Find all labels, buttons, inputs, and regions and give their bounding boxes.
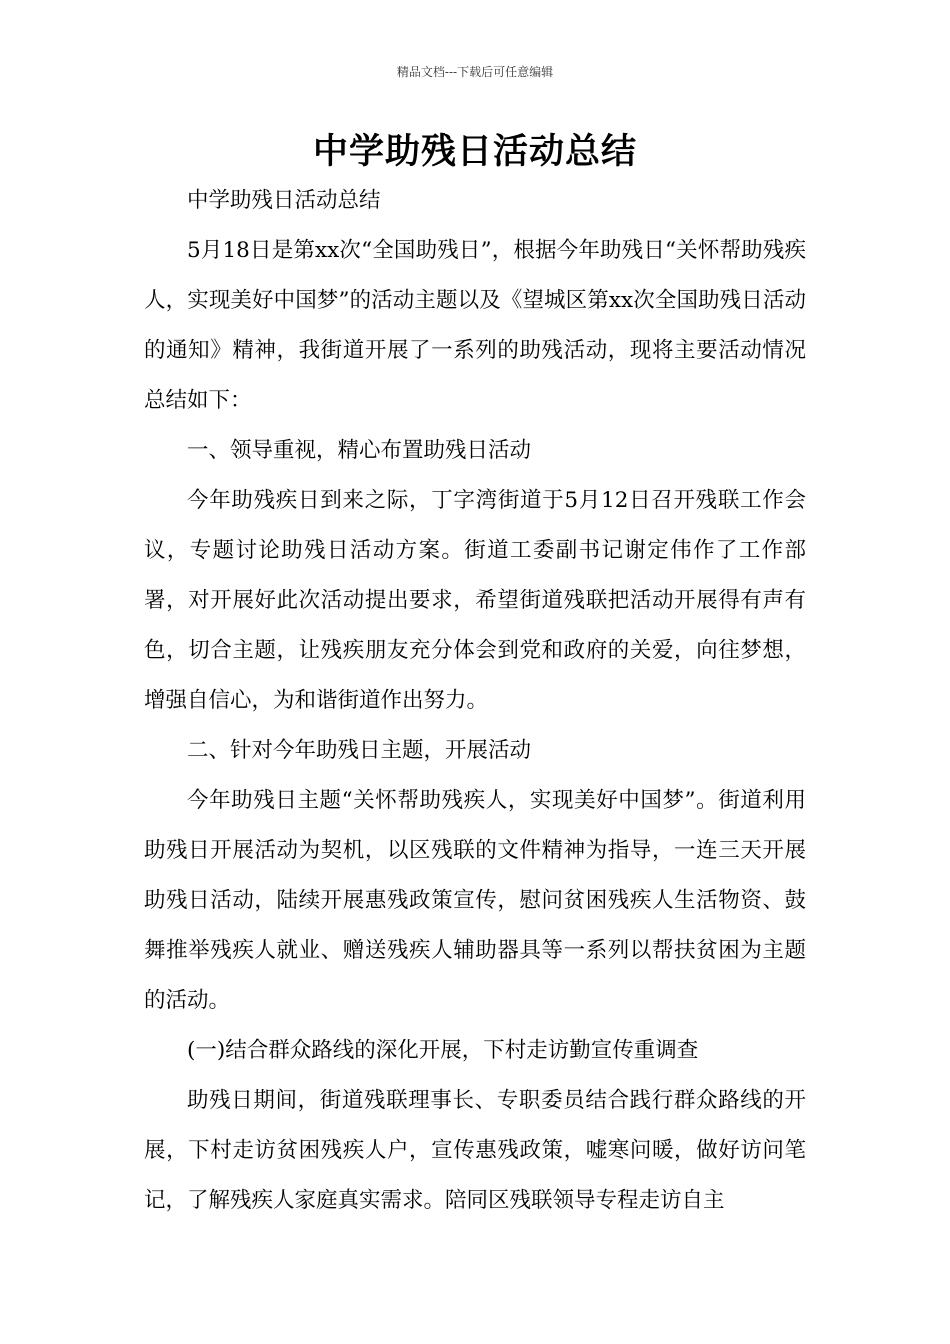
header-note: 精品文档---下载后可任意编辑 — [396, 65, 554, 79]
subsection-1-paragraph: 助残日期间，街道残联理事长、专职委员结合践行群众路线的开展，下村走访贫困残疾人户，宣传惠残政策，嘘寒问暖，做好访问笔记，了解残疾人家庭真实需求。陪同区残联领导专程走访自主 — [144, 1088, 806, 1213]
section-2-paragraph: 今年助残日主题“关怀帮助残疾人，实现美好中国梦”。街道利用助残日开展活动为契机，以区残联的文件精神为指导，一连三天开展助残日活动，陆续开展惠残政策宣传，慰问贫困残疾人生活物资、鼓舞推举残疾人就业、赠送残疾人辅助器具等一系列以帮扶贫困为主题的活动。 — [144, 788, 806, 1013]
intro-paragraph: 5月18日是第xx次“全国助残日”，根据今年助残日“关怀帮助残疾人，实现美好中国梦”的活动主题以及《望城区第xx次全国助残日活动的通知》精神，我街道开展了一系列的助残活动，现将主要活动情况总结如下： — [144, 238, 806, 413]
section-1-paragraph: 今年助残疾日到来之际，丁字湾街道于5月12日召开残联工作会议，专题讨论助残日活动方案。街道工委副书记谢定伟作了工作部署，对开展好此次活动提出要求，希望街道残联把活动开展得有声有色，切合主题，让残疾朋友充分体会到党和政府的关爱，向往梦想，增强自信心，为和谐街道作出努力。 — [144, 488, 806, 713]
section-heading-2: 二、针对今年助残日主题，开展活动 — [187, 738, 532, 763]
document-title: 中学助残日活动总结 — [312, 132, 637, 172]
section-heading-1: 一、领导重视，精心布置助残日活动 — [187, 438, 532, 463]
subsection-heading-1: (一)结合群众路线的深化开展，下村走访勤宣传重调查 — [187, 1038, 699, 1063]
subtitle-paragraph: 中学助残日活动总结 — [187, 188, 381, 213]
document-body — [144, 176, 806, 1226]
